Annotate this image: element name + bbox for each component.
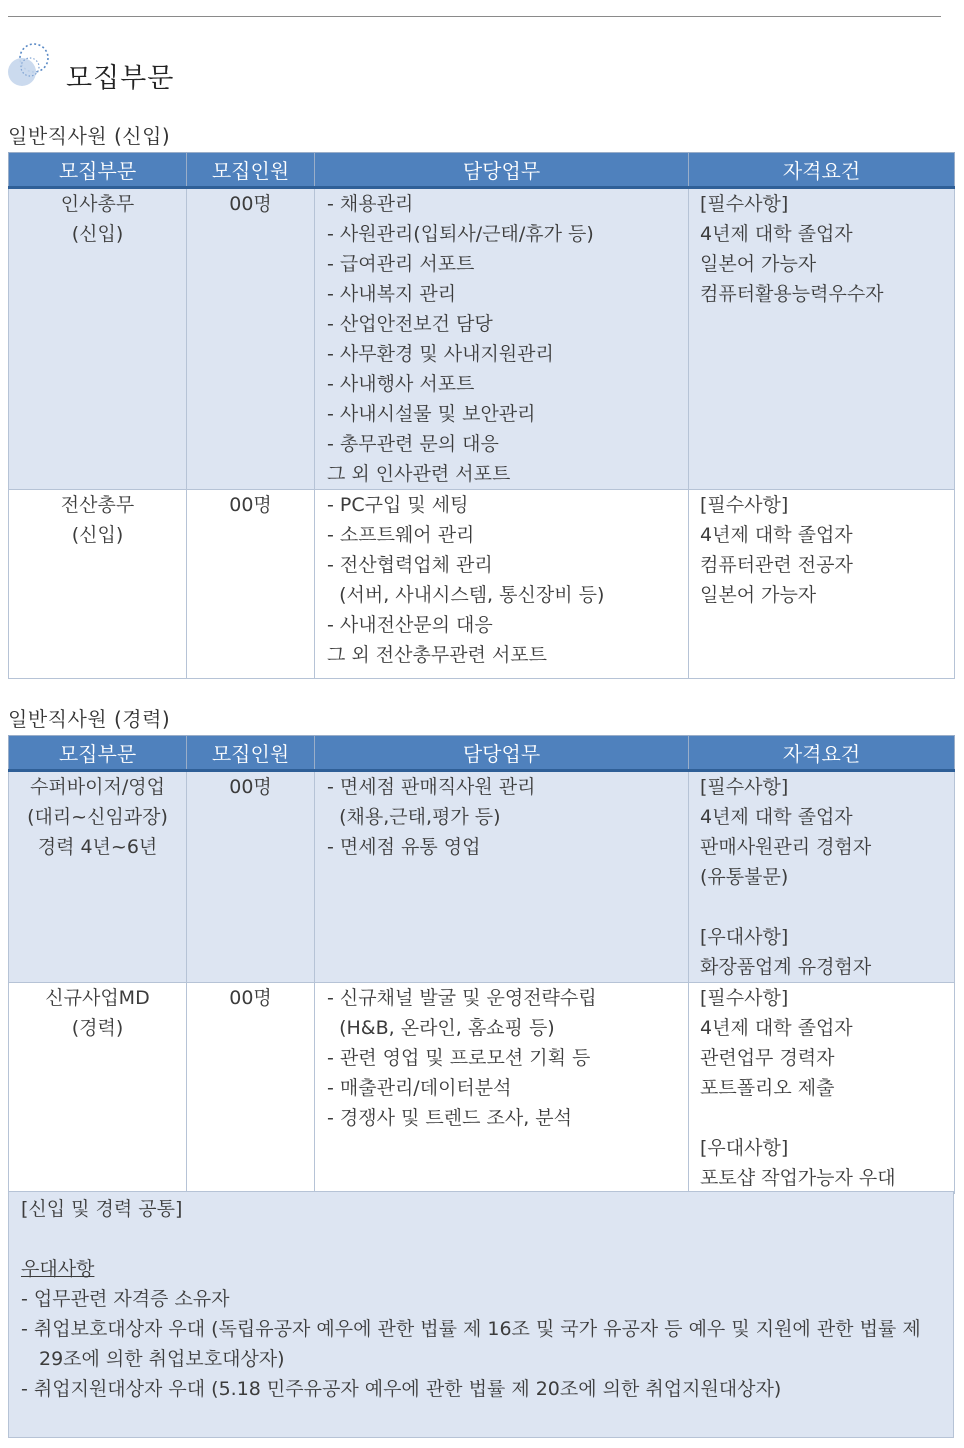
cell-duty: - 채용관리 - 사원관리(입퇴사/근태/휴가 등) - 급여관리 서포트 - 사내복지 관리 - 산업안전보건 담당 - 사무환경 및 사내지원관리 - 사내행사 서포트 - 사내시설물 및 보안관리 - 총무관련 문의 대응 그 외 인사관련 서포트 xyxy=(315,188,689,490)
table-row xyxy=(9,983,955,1194)
list-item: - 업무관련 자격증 소유자 xyxy=(21,1288,230,1310)
list-item: - 취업보호대상자 우대 (독립유공자 예우에 관한 법률 제 16조 및 국가 유공자 등 예우 및 지원에 관한 법률 제29조에 의한 취업보호대상자) xyxy=(21,1318,921,1370)
table-row xyxy=(9,188,955,490)
header-duty: 담당업무 xyxy=(315,153,689,188)
table-header-row xyxy=(9,153,955,188)
header-count: 모집인원 xyxy=(187,736,315,771)
header-dept: 모집부문 xyxy=(9,736,187,771)
cell-duty: - PC구입 및 세팅 - 소프트웨어 관리 - 전산협력업체 관리 (서버, 사내시스템, 통신장비 등) - 사내전산문의 대응 그 외 전산총무관련 서포트 xyxy=(315,490,689,679)
cell-qual: [필수사항] 4년제 대학 졸업자 관련업무 경력자 포트폴리오 제출 [우대사항] 포토샵 작업가능자 우대 xyxy=(689,983,955,1194)
cell-count: 00명 xyxy=(187,490,315,679)
subtitle-experienced: 일반직사원 (경력) xyxy=(8,707,171,731)
section-header xyxy=(6,42,406,92)
top-divider xyxy=(8,16,941,17)
header-qual: 자격요건 xyxy=(689,736,955,771)
common-requirements-box xyxy=(8,1191,954,1438)
header-duty: 담당업무 xyxy=(315,736,689,771)
header-qual: 자격요건 xyxy=(689,153,955,188)
table-new-hire xyxy=(8,152,955,679)
cell-count: 00명 xyxy=(187,983,315,1194)
table-header-row xyxy=(9,736,955,771)
table-row xyxy=(9,771,955,983)
header-dept: 모집부문 xyxy=(9,153,187,188)
common-heading: [신입 및 경력 공통] xyxy=(21,1198,183,1220)
list-item: - 취업지원대상자 우대 (5.18 민주유공자 예우에 관한 법률 제 20조에 의한 취업지원대상자) xyxy=(21,1378,782,1400)
cell-dept: 전산총무 (신입) xyxy=(9,490,187,679)
cell-dept: 수퍼바이저/영업 (대리~신임과장) 경력 4년~6년 xyxy=(9,771,187,983)
bubble-icon xyxy=(6,42,52,90)
table-experienced xyxy=(8,735,955,1194)
cell-dept: 인사총무 (신입) xyxy=(9,188,187,490)
subtitle-new-hire: 일반직사원 (신입) xyxy=(8,124,171,148)
preference-title: 우대사항 xyxy=(21,1258,95,1280)
cell-qual: [필수사항] 4년제 대학 졸업자 일본어 가능자 컴퓨터활용능력우수자 xyxy=(689,188,955,490)
cell-duty: - 신규채널 발굴 및 운영전략수립 (H&B, 온라인, 홈쇼핑 등) - 관련 영업 및 프로모션 기획 등 - 매출관리/데이터분석 - 경쟁사 및 트렌드 조사, 분석 xyxy=(315,983,689,1194)
cell-count: 00명 xyxy=(187,188,315,490)
cell-dept: 신규사업MD (경력) xyxy=(9,983,187,1194)
section-title: 모집부문 xyxy=(66,63,175,94)
cell-count: 00명 xyxy=(187,771,315,983)
table-row xyxy=(9,490,955,679)
cell-duty: - 면세점 판매직사원 관리 (채용,근태,평가 등) - 면세점 유통 영업 xyxy=(315,771,689,983)
header-count: 모집인원 xyxy=(187,153,315,188)
cell-qual: [필수사항] 4년제 대학 졸업자 판매사원관리 경험자 (유통불문) [우대사항] 화장품업계 유경험자 xyxy=(689,771,955,983)
cell-qual: [필수사항] 4년제 대학 졸업자 컴퓨터관련 전공자 일본어 가능자 xyxy=(689,490,955,679)
